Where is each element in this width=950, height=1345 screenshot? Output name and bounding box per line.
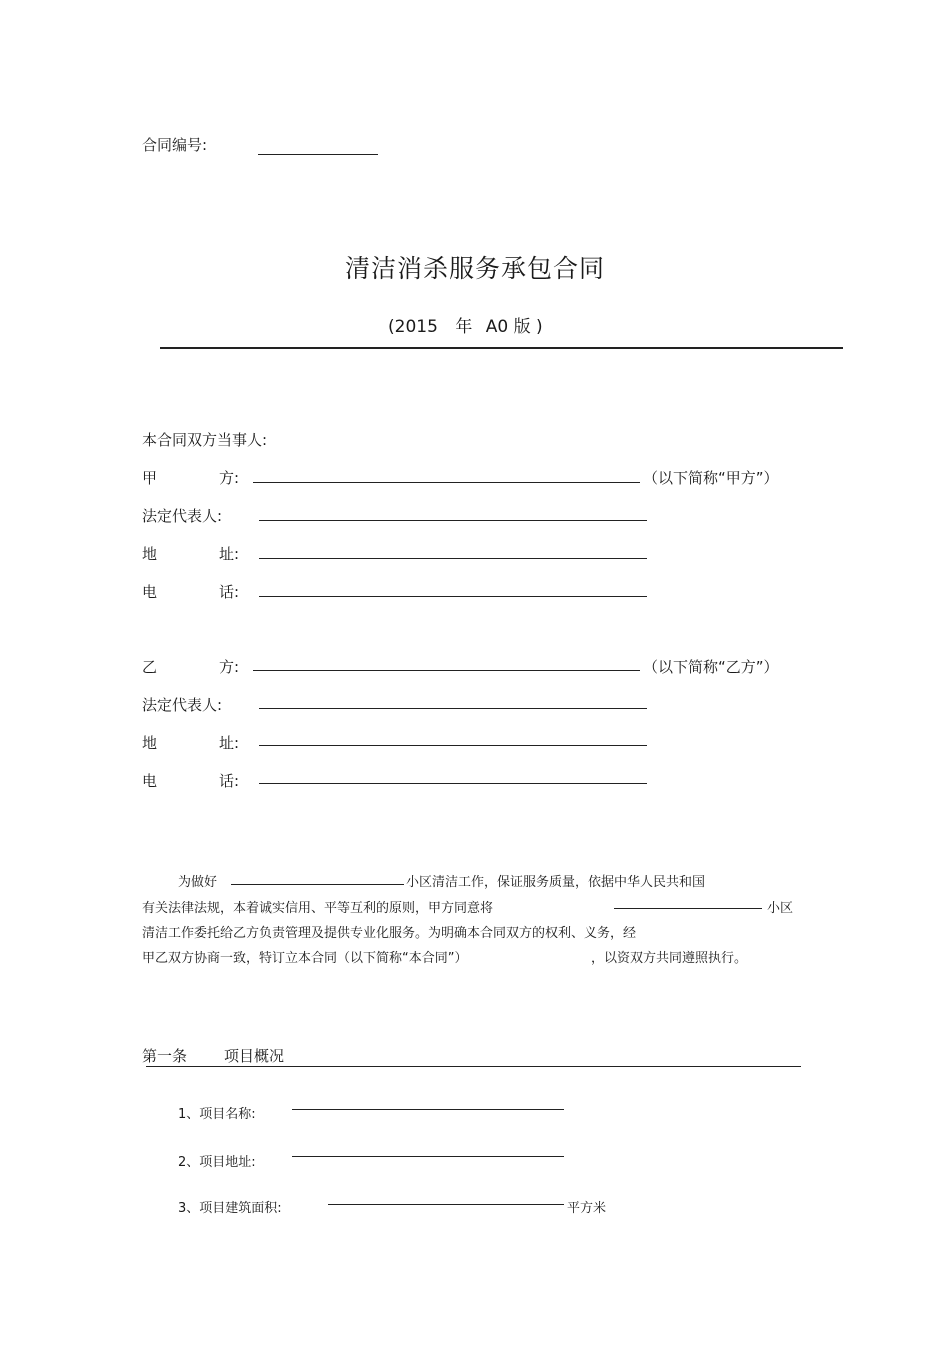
document-title: 清洁消杀服务承包合同 — [344, 254, 605, 283]
preamble-line1-a: 为做好 — [178, 875, 218, 890]
edition-year: (2015 — [388, 317, 438, 337]
party-a-rep-label: 法定代表人: — [142, 507, 223, 525]
party-b-addr-label-1: 地 — [142, 734, 158, 752]
party-a-phone-blank[interactable] — [259, 596, 647, 597]
party-b-name-blank[interactable] — [253, 670, 640, 671]
preamble-line1-b: 小区清洁工作，保证服务质量，依据中华人民共和国 — [406, 875, 706, 890]
party-b-phone-label-1: 电 — [142, 772, 158, 790]
party-a-label-1: 甲 — [142, 469, 158, 487]
party-a-phone-label-1: 电 — [142, 583, 158, 601]
item1-label: 1、项目名称: — [178, 1107, 256, 1122]
edition-version: A0 版 ) — [485, 317, 543, 337]
parties-intro: 本合同双方当事人: — [142, 431, 268, 449]
item1-blank[interactable] — [292, 1109, 564, 1110]
party-a-addr-label-1: 地 — [142, 545, 158, 563]
preamble-line3: 清洁工作委托给乙方负责管理及提供专业化服务。为明确本合同双方的权利、义务，经 — [142, 926, 637, 941]
party-b-note: （以下简称“乙方”） — [643, 658, 779, 676]
article1-number: 第一条 — [142, 1047, 188, 1065]
party-b-rep-label: 法定代表人: — [142, 696, 223, 714]
item3-blank[interactable] — [328, 1204, 564, 1205]
party-a-addr-label-2: 址: — [219, 545, 240, 563]
preamble-community-blank-2[interactable] — [614, 908, 762, 909]
preamble-line2-b: 小区 — [767, 901, 794, 916]
item3-unit: 平方米 — [567, 1201, 607, 1216]
party-b-addr-blank[interactable] — [259, 745, 647, 746]
edition-label — [388, 312, 543, 337]
party-b-label-2: 方: — [219, 658, 240, 676]
contract-number-blank[interactable] — [258, 154, 378, 155]
article1-rule — [146, 1066, 801, 1067]
party-b-addr-label-2: 址: — [219, 734, 240, 752]
party-a-phone-label-2: 话: — [219, 583, 240, 601]
party-b-phone-label-2: 话: — [219, 772, 240, 790]
party-a-addr-blank[interactable] — [259, 558, 647, 559]
party-a-rep-blank[interactable] — [259, 520, 647, 521]
party-a-note: （以下简称“甲方”） — [643, 469, 779, 487]
item2-blank[interactable] — [292, 1156, 564, 1157]
contract-number-label: 合同编号: — [142, 136, 208, 154]
item3-label: 3、项目建筑面积: — [178, 1201, 282, 1216]
title-rule — [160, 347, 843, 349]
preamble-community-blank-1[interactable] — [231, 884, 404, 885]
party-a-label-2: 方: — [219, 469, 240, 487]
party-b-phone-blank[interactable] — [259, 783, 647, 784]
item2-label: 2、项目地址: — [178, 1155, 256, 1170]
preamble-line4-a: 甲乙双方协商一致，特订立本合同（以下简称“本合同”） — [142, 951, 468, 966]
edition-nian: 年 — [455, 317, 473, 337]
party-b-rep-blank[interactable] — [259, 708, 647, 709]
article1-title: 项目概况 — [224, 1047, 285, 1065]
preamble-line4-b: ，以资双方共同遵照执行。 — [591, 951, 748, 966]
party-a-name-blank[interactable] — [253, 482, 640, 483]
party-b-label-1: 乙 — [142, 658, 158, 676]
preamble-line2-a: 有关法律法规，本着诚实信用、平等互利的原则，甲方同意将 — [142, 901, 494, 916]
